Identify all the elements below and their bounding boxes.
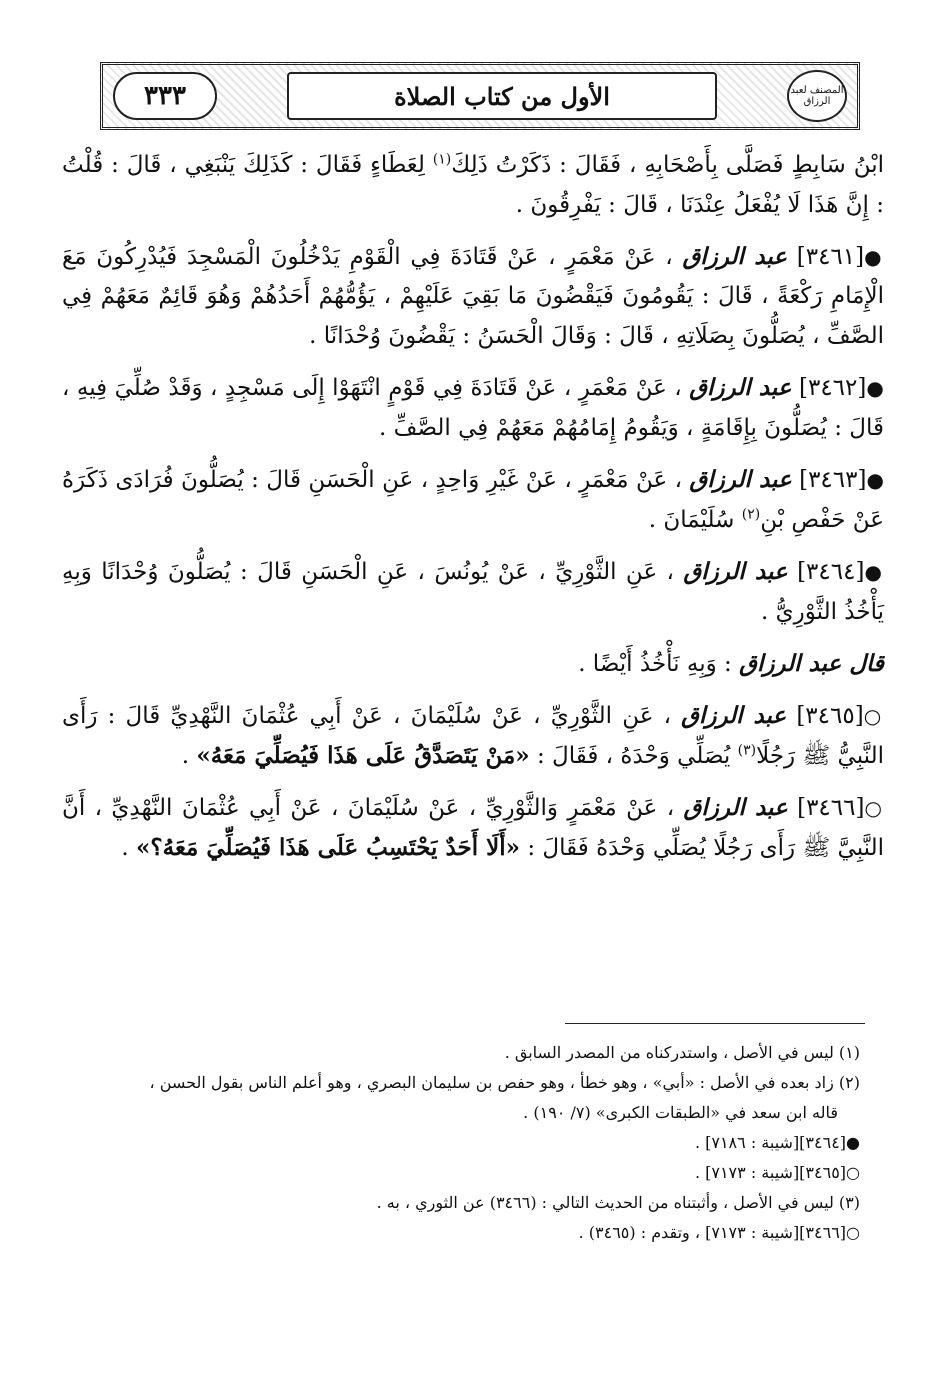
hadith-text: ، عَنْ مَعْمَرٍ ، عَنْ قَتَادَةَ فِي قَوْمٍ انْتَهَوْا إِلَى مَسْجِدٍ ، وَقَدْ صُلِّيَ فِيهِ ، قَالَ : يُصَلُّونَ بِإِقَامَةٍ ، وَيَقُومُ إِمَامُهُمْ مَعَهُمْ فِي الصَّفِّ . bbox=[62, 375, 884, 441]
paragraph bbox=[62, 145, 884, 225]
paragraph-end: . bbox=[181, 743, 197, 769]
hadith-number: [٣٤٦١] bbox=[796, 244, 865, 270]
hadith-marker: ○ bbox=[864, 796, 884, 820]
paragraph bbox=[62, 644, 884, 684]
hadith-text-cont: لِعَطَاءٍ فَقَالَ : كَذَلِكَ يَنْبَغِي ، قَالَ : قُلْتُ : إِنَّ هَذَا لَا يُفْعَلُ عِنْدَنَا ، قَالَ : يَفْرِقُونَ . bbox=[62, 152, 884, 218]
footnote-ref[interactable]: (٣) bbox=[737, 742, 757, 759]
page-number: ٣٣٣ bbox=[113, 72, 217, 120]
hadith-number: [٣٤٦٣] bbox=[799, 467, 867, 493]
hadith-text: ، عَنِ الثَّوْرِيِّ ، عَنْ سُلَيْمَانَ ، عَنْ أَبِي عُثْمَانَ النَّهْدِيِّ قَالَ : رَأَى النَّبِيُّ ﷺ رَجُلًا bbox=[62, 703, 884, 769]
footnote: (١) ليس في الأصل ، واستدركناه من المصدر السابق . bbox=[504, 1043, 860, 1062]
hadith-marker: ● bbox=[866, 468, 885, 492]
paragraph bbox=[62, 237, 884, 356]
footnote: (٣) ليس في الأصل ، وأثبتناه من الحديث التالي : (٣٤٦٦) عن الثوري ، به . bbox=[376, 1193, 860, 1212]
footnote-ref[interactable]: (١) bbox=[432, 151, 452, 168]
source-reference: ●[٣٤٦٤][شيبة : ٧١٨٦] . bbox=[694, 1133, 860, 1152]
paragraph bbox=[62, 460, 884, 540]
narrator-name: عبد الرزاق bbox=[682, 243, 788, 270]
footnote-divider bbox=[565, 1023, 865, 1024]
paragraph bbox=[62, 368, 884, 448]
hadith-text-cont: سُلَيْمَانَ . bbox=[648, 507, 742, 533]
hadith-text-cont: يُصَلِّي وَحْدَهُ ، فَقَالَ : bbox=[529, 743, 738, 769]
paragraph bbox=[62, 696, 884, 776]
seal-text: المصنف لعبد الرزاق bbox=[790, 85, 844, 107]
narrator-name: قال عبد الرزاق bbox=[739, 650, 884, 677]
hadith-number: [٣٤٦٤] bbox=[797, 559, 865, 585]
source-reference: ○[٣٤٦٥][شيبة : ٧١٧٣] . bbox=[694, 1163, 860, 1182]
hadith-text: ، عَنْ مَعْمَرٍ ، عَنْ قَتَادَةَ فِي الْقَوْمِ يَدْخُلُونَ الْمَسْجِدَ فَيُدْرِكُونَ مَعَ الْإِمَامِ رَكْعَةً ، قَالَ : يَقُومُونَ فَيَقْضُونَ مَا بَقِيَ عَلَيْهِمْ ، يَؤُمُّهُمْ أَحَدُهُمْ وَهُوَ قَائِمٌ مَعَهُمْ فِي الصَّفِّ ، يُصَلُّونَ بِصَلَاتِهِ ، قَالَ : وَقَالَ الْحَسَنُ : يَقْضُونَ وُحْدَانًا . bbox=[62, 244, 884, 349]
narrator-name: عبد الرزاق bbox=[689, 374, 792, 401]
main-text bbox=[62, 145, 884, 880]
source-reference: ○[٣٤٦٦][شيبة : ٧١٧٣] ، وتقدم : (٣٤٦٥) . bbox=[578, 1223, 860, 1242]
footnotes bbox=[100, 1038, 860, 1248]
hadith-text: ، عَنْ مَعْمَرٍ ، عَنْ غَيْرِ وَاحِدٍ ، عَنِ الْحَسَنِ قَالَ : يُصَلُّونَ فُرَادَى ذَكَرَهُ عَنْ حَفْصِ بْنِ bbox=[62, 467, 884, 533]
hadith-number: [٣٤٦٢] bbox=[798, 375, 867, 401]
hadith-text: ، عَنِ الثَّوْرِيِّ ، عَنْ يُونُسَ ، عَنِ الْحَسَنِ قَالَ : يُصَلُّونَ وُحْدَانًا وَبِهِ يَأْخُذُ الثَّوْرِيُّ . bbox=[62, 559, 884, 625]
hadith-marker: ○ bbox=[863, 704, 884, 728]
book-seal bbox=[787, 70, 847, 122]
running-title: الأول من كتاب الصلاة bbox=[287, 72, 717, 120]
narrator-name: عبد الرزاق bbox=[681, 702, 787, 729]
hadith-marker: ● bbox=[864, 245, 884, 269]
paragraph bbox=[62, 552, 884, 632]
hadith-number: [٣٤٦٦] bbox=[797, 795, 865, 821]
hadith-marker: ● bbox=[864, 560, 884, 584]
narrator-name: عبد الرزاق bbox=[683, 558, 788, 585]
hadith-marker: ● bbox=[866, 376, 884, 400]
footnote: (٢) زاد بعده في الأصل : «أبي» ، وهو خطأ ، وهو حفص بن سليمان البصري ، وهو أعلم الناس بقول الحسن ، bbox=[149, 1073, 860, 1092]
page-header bbox=[100, 62, 860, 130]
hadith-number: [٣٤٦٥] bbox=[796, 703, 864, 729]
hadith-text: : وَبِهِ نَأْخُذُ أَيْضًا . bbox=[578, 651, 740, 677]
narrator-name: عبد الرزاق bbox=[683, 794, 788, 821]
prophetic-quote: «مَنْ يَتَصَدَّقُ عَلَى هَذَا فَيُصَلِّيَ مَعَهُ» bbox=[196, 742, 530, 769]
footnote-ref[interactable]: (٢) bbox=[741, 506, 761, 523]
narrator-name: عبد الرزاق bbox=[689, 466, 792, 493]
hadith-text: ، عَنْ مَعْمَرٍ وَالثَّوْرِيِّ ، عَنْ سُلَيْمَانَ ، عَنْ أَبِي عُثْمَانَ النَّهْدِيِّ ، أَنَّ النَّبِيَّ ﷺ رَأَى رَجُلًا يُصَلِّي وَحْدَهُ فَقَالَ : bbox=[62, 795, 884, 861]
hadith-text: ابْنُ سَابِطٍ فَصَلَّى بِأَصْحَابِهِ ، فَقَالَ : ذَكَرْتُ ذَلِكَ bbox=[451, 152, 884, 178]
paragraph bbox=[62, 788, 884, 868]
paragraph-end: . bbox=[121, 835, 137, 861]
prophetic-quote: «أَلَا أَحَدٌ يَحْتَسِبُ عَلَى هَذَا فَيُصَلِّيَ مَعَهُ؟» bbox=[136, 834, 521, 861]
footnote-continuation: قاله ابن سعد في «الطبقات الكبرى» (٧/ ١٩٠) . bbox=[523, 1103, 838, 1122]
